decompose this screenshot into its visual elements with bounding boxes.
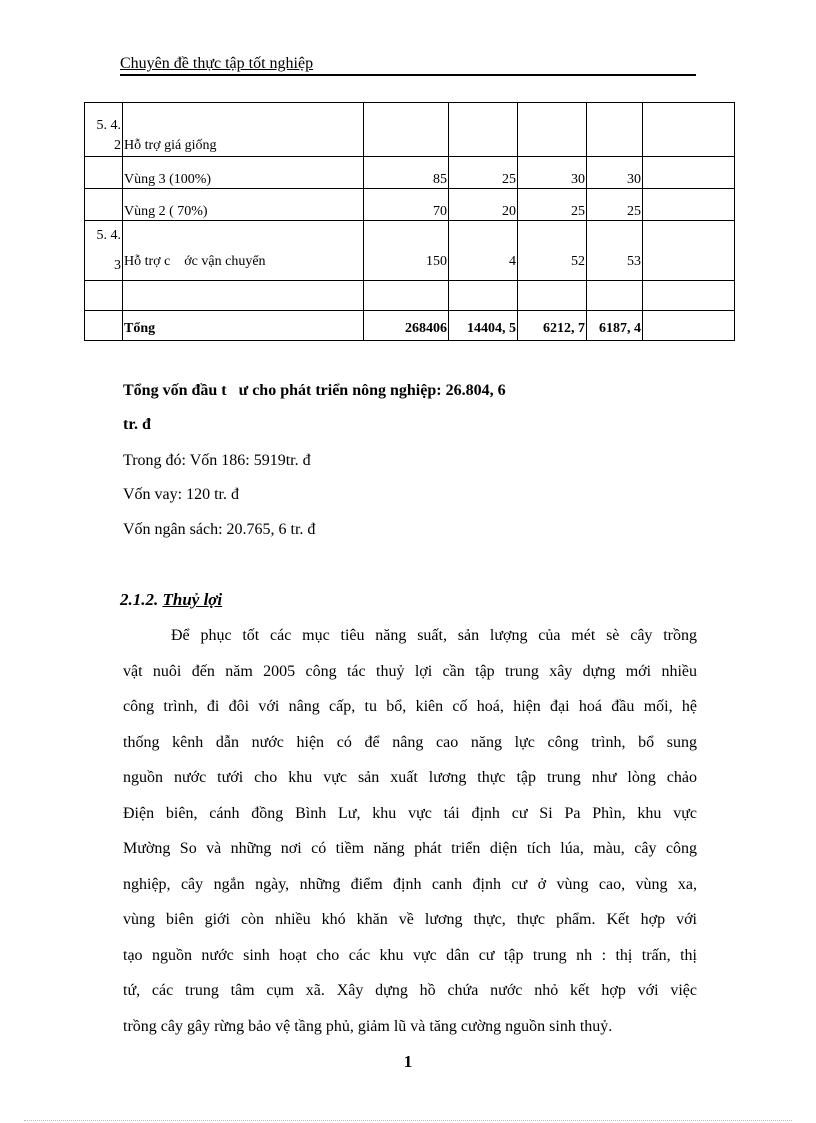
cell-value: 25 <box>587 189 643 221</box>
paragraph-line: nguồn nước tưới cho khu vực sản xuất lương thực tập trung như lòng chảo <box>123 769 697 786</box>
row-label <box>123 281 364 311</box>
paragraph-line: thống kênh dẫn nước hiện có để nâng cao năng lực công trình, bổ sung <box>123 733 697 751</box>
cell-value <box>587 103 643 157</box>
row-label: Hỗ trợ c ớc vận chuyển <box>123 221 364 281</box>
paragraph-line: trồng cây gây rừng bảo vệ tầng phủ, giảm lũ và tăng cường nguồn sinh thuỷ. <box>123 1017 613 1035</box>
cell-value: 53 <box>587 221 643 281</box>
row-code: 5. 4. 2 <box>85 103 123 157</box>
cell-value <box>364 103 449 157</box>
cell-value <box>643 103 735 157</box>
cell-value <box>449 103 518 157</box>
summary-title-line2: tr. đ <box>123 416 151 433</box>
page-number: 1 <box>403 1052 413 1071</box>
table-row <box>85 157 735 189</box>
paragraph-line: Điện biên, cánh đồng Bình Lư, khu vực tái định cư Si Pa Phìn, khu vực <box>123 804 697 822</box>
cell-value <box>643 157 735 189</box>
paragraph-line: Mường So và những nơi có tiềm năng phát triển diện tích lúa, màu, cây công <box>123 840 697 857</box>
summary-line-2: Vốn vay: 120 tr. đ <box>123 486 239 503</box>
cell-value: 30 <box>518 157 587 189</box>
cell-value: 6187, 4 <box>587 311 643 341</box>
paragraph-line: vật nuôi đến năm 2005 công tác thuỷ lợi cần tập trung xây dựng mới nhiều <box>123 662 697 680</box>
cell-value: 20 <box>449 189 518 221</box>
cell-value: 4 <box>449 221 518 281</box>
cell-value: 14404, 5 <box>449 311 518 341</box>
cell-value: 70 <box>364 189 449 221</box>
row-code <box>85 281 123 311</box>
row-code <box>85 157 123 189</box>
cell-value <box>643 189 735 221</box>
paragraph-line: công trình, đi đôi với nâng cấp, tu bổ, kiên cố hoá, hiện đại hoá đầu mối, hệ <box>123 698 697 715</box>
page-header <box>120 52 696 76</box>
section-heading <box>120 590 222 610</box>
table-row <box>85 281 735 311</box>
paragraph-line: tạo nguồn nước sinh hoạt cho các khu vực dân cư tập trung nh : thị trấn, thị <box>123 946 697 964</box>
summary-title-line1: Tổng vốn đầu t ư cho phát triển nông nghiệp: 26.804, 6 <box>123 382 506 399</box>
table-row <box>85 189 735 221</box>
row-label: Tổng <box>123 311 364 341</box>
budget-table <box>84 102 735 341</box>
row-label: Vùng 3 (100%) <box>123 157 364 189</box>
table-row <box>85 221 735 281</box>
section-title: Thuỷ lợi <box>162 590 223 609</box>
cell-value <box>587 281 643 311</box>
cell-value <box>643 221 735 281</box>
paragraph-line: Để phục tốt các mục tiêu năng suất, sản lượng của mét sè cây trồng <box>171 627 697 644</box>
summary-line-3: Vốn ngân sách: 20.765, 6 tr. đ <box>123 521 316 538</box>
cell-value: 30 <box>587 157 643 189</box>
cell-value: 268406 <box>364 311 449 341</box>
row-code <box>85 311 123 341</box>
row-code: 5. 4. 3 <box>85 221 123 281</box>
summary-line-1: Trong đó: Vốn 186: 5919tr. đ <box>123 452 311 469</box>
table-row <box>85 103 735 157</box>
page-bottom-divider <box>24 1120 792 1121</box>
cell-value: 85 <box>364 157 449 189</box>
body-paragraph <box>123 618 697 1044</box>
row-label: Hỗ trợ giá giống <box>123 103 364 157</box>
cell-value <box>643 311 735 341</box>
paragraph-line: nghiệp, cây ngắn ngày, những điểm định canh định cư ở vùng cao, vùng xa, <box>123 875 697 893</box>
cell-value: 25 <box>449 157 518 189</box>
header-title: Chuyên đề thực tập tốt nghiệp <box>120 55 314 72</box>
table-row-total <box>85 311 735 341</box>
cell-value <box>643 281 735 311</box>
cell-value <box>518 103 587 157</box>
cell-value <box>364 281 449 311</box>
row-code <box>85 189 123 221</box>
paragraph-line: tứ, các trung tâm cụm xã. Xây dựng hồ chứa nước nhỏ kết hợp với việc <box>123 982 697 999</box>
cell-value: 52 <box>518 221 587 281</box>
cell-value <box>449 281 518 311</box>
paragraph-line: vùng biên giới còn nhiều khó khăn về lương thực, thực phẩm. Kết hợp với <box>123 911 697 928</box>
cell-value: 25 <box>518 189 587 221</box>
section-number: 2.1.2. <box>120 590 159 609</box>
row-label: Vùng 2 ( 70%) <box>123 189 364 221</box>
cell-value: 150 <box>364 221 449 281</box>
cell-value <box>518 281 587 311</box>
cell-value: 6212, 7 <box>518 311 587 341</box>
